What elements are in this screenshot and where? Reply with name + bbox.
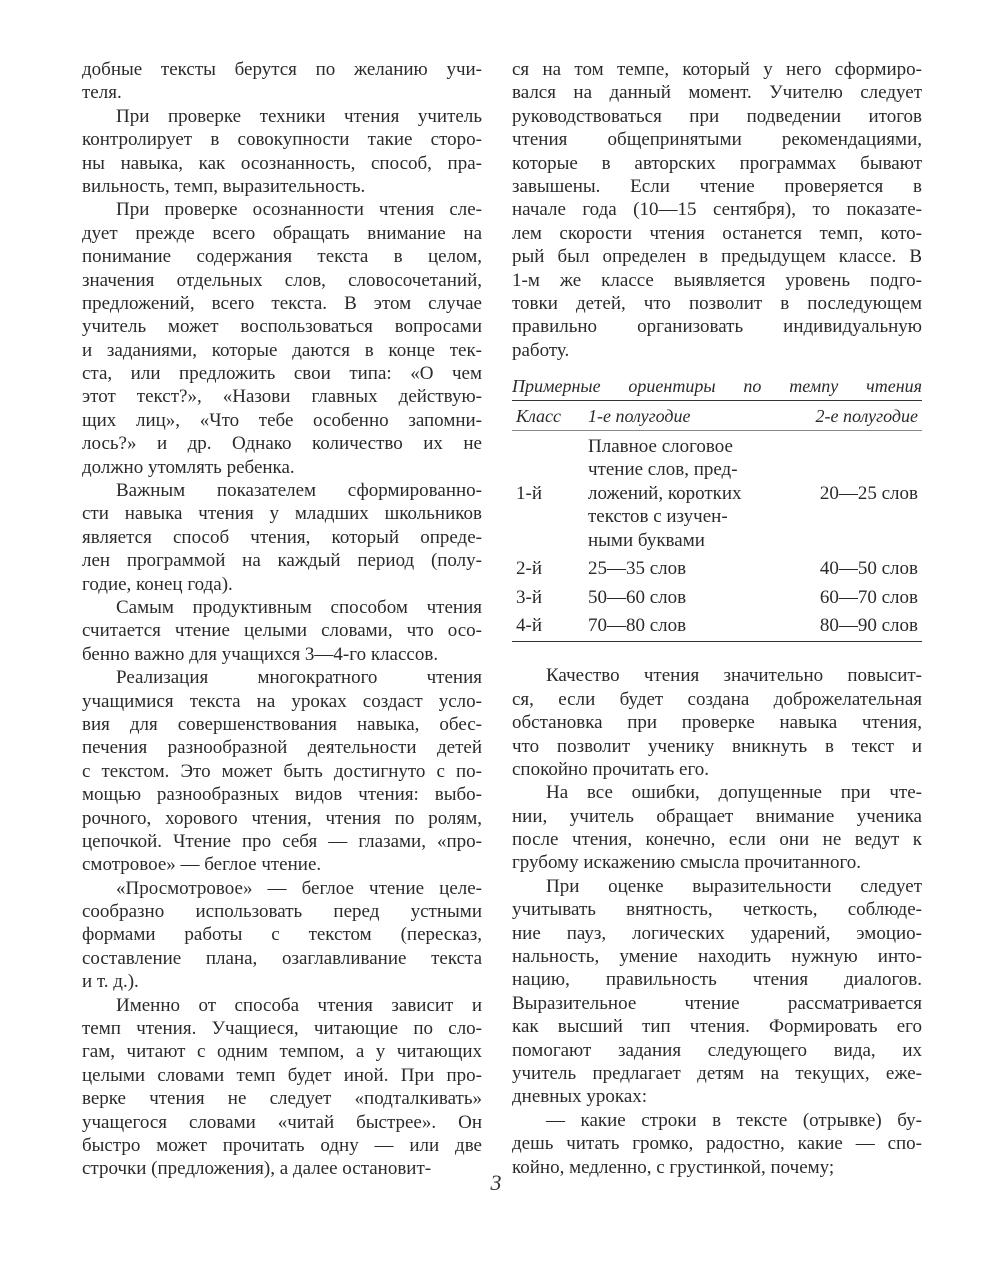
paragraph — [512, 781, 922, 875]
text-line: сти навыка чтения у младших школьников — [82, 503, 482, 525]
text-line: цепочкой. Чтение про себя — глазами, «про- — [82, 830, 482, 852]
cell-class: 2-й — [516, 558, 542, 580]
cell-line: 70—80 слов — [588, 614, 687, 636]
text-line: этот текст?», «Назови главных действую- — [82, 386, 482, 408]
cell-line: ложений, коротких — [588, 482, 742, 504]
paragraph — [82, 198, 482, 479]
cell-second-half: 80—90 слов — [788, 610, 922, 642]
text-line: нии, учитель обращает внимание ученика — [512, 805, 922, 827]
text-line: должно утомлять ребенка. — [82, 456, 295, 478]
text-line: нацию, правильность чтения диалогов. — [512, 969, 922, 991]
paragraph — [512, 664, 922, 781]
cell-first-half — [588, 610, 788, 642]
text-line: койно, медленно, с грустинкой, почему; — [512, 1156, 835, 1178]
text-line: дует прежде всего обращать внимание на — [82, 222, 482, 244]
table-row — [512, 431, 922, 554]
cell-first-half — [588, 582, 788, 610]
text-line: контролирует в совокупности такие сторо- — [82, 129, 482, 151]
text-line: вия для совершенствования навыка, обес- — [82, 713, 482, 735]
text-line: с текстом. Это может быть достигнуто с по- — [82, 760, 482, 782]
text-line: лось?» и др. Однако количество их не — [82, 433, 482, 455]
paragraph — [82, 994, 482, 1181]
text-line: Именно от способа чтения зависит и — [116, 994, 482, 1016]
text-line: чтения общепринятыми рекомендациями, — [512, 129, 922, 151]
text-line: понимание содержания текста в целом, — [82, 246, 482, 268]
cell-line: Плавное слоговое — [588, 436, 733, 458]
text-line: Реализация многократного чтения — [116, 667, 482, 689]
cell-line: ными буквами — [588, 529, 705, 551]
cell-class: 3-й — [516, 586, 542, 608]
text-line: помогают задания следующего вида, их — [512, 1039, 922, 1061]
cell-second-half: 20—25 слов — [819, 482, 918, 504]
table-row — [512, 610, 922, 642]
text-line: считается чтение целыми словами, что осо- — [82, 620, 482, 642]
text-line: вильность, темп, выразительность. — [82, 175, 366, 197]
text-line: добные тексты берутся по желанию учи- — [82, 59, 482, 80]
text-line: Важным показателем сформированно- — [116, 480, 482, 502]
text-line: учащегося словами «читай быстрее». Он — [82, 1111, 482, 1133]
paragraph — [512, 1109, 922, 1179]
text-line: При проверке осознанности чтения сле- — [116, 199, 482, 221]
text-line: годие, конец года). — [82, 573, 233, 595]
text-line: правильно организовать индивидуальную — [512, 316, 922, 338]
text-line: учитель может воспользоваться вопросами — [82, 316, 482, 338]
text-line: При проверке техники чтения учитель — [116, 105, 482, 127]
text-line: 1-м же классе выявляется уровень подго- — [512, 269, 922, 291]
text-line: как высший тип чтения. Формировать его — [512, 1016, 922, 1038]
text-line: учитывать внятность, четкость, соблюде- — [512, 899, 922, 921]
header-class: Класс — [512, 401, 588, 431]
cell-line: 50—60 слов — [588, 586, 687, 608]
text-line: дешь читать громко, радостно, какие — спо- — [512, 1133, 922, 1155]
text-line: завышены. Если чтение проверяется в — [512, 175, 922, 197]
text-line: дневных уроках: — [512, 1086, 648, 1108]
text-line: ны навыка, как осознанность, способ, пра- — [82, 152, 482, 174]
text-line: руководствоваться при подведении итогов — [512, 105, 922, 127]
text-line: быстро может прочитать одну — или две — [82, 1134, 482, 1156]
header-second-half: 2-е полугодие — [788, 401, 922, 431]
text-line: учащимися текста на уроках создаст усло- — [82, 690, 482, 712]
text-line: значения отдельных слов, словосочетаний, — [82, 269, 482, 291]
page-number: 3 — [490, 1170, 502, 1195]
text-line: рочного, хорового чтения, чтения по ролям, — [82, 807, 482, 829]
text-line: формами работы с текстом (пересказ, — [82, 924, 482, 946]
text-line: Качество чтения значительно повысит- — [546, 665, 922, 687]
text-line: составление плана, озаглавливание текста — [82, 947, 482, 969]
cell-second-half: 60—70 слов — [819, 586, 918, 608]
text-line: что позволит ученику вникнуть в текст и — [512, 735, 922, 757]
text-line: грубому искажению смысла прочитанного. — [512, 852, 862, 874]
text-line: При оценке выразительности следует — [546, 875, 922, 897]
text-line: верке чтения не следует «подталкивать» — [82, 1088, 482, 1110]
text-line: теля. — [82, 82, 122, 104]
text-line: На все ошибки, допущенные при чте- — [546, 782, 922, 804]
text-line: ся, если будет создана доброжелательная — [512, 688, 922, 710]
text-line: мощью разнообразных видов чтения: выбо- — [82, 784, 482, 806]
text-line: является способ чтения, который опреде- — [82, 526, 482, 548]
text-line: Выразительное чтение рассматривается — [512, 992, 922, 1014]
reading-tempo-table — [512, 400, 922, 642]
paragraph — [82, 877, 482, 994]
text-line: учитель предлагает детям на текущих, еже- — [512, 1062, 922, 1084]
text-line: спокойно прочитать его. — [512, 758, 710, 780]
text-line: рый был определен в предыдущем классе. В — [512, 246, 922, 268]
text-line: Самым продуктивным способом чтения — [116, 596, 482, 618]
text-line: которые в авторских программах бывают — [512, 152, 922, 174]
text-line: работу. — [512, 339, 570, 361]
text-line: щих лиц», «Что тебе особенно запомни- — [82, 409, 482, 431]
table-row — [512, 582, 922, 610]
paragraph — [512, 875, 922, 1109]
text-line: товки детей, что позволит в последующем — [512, 292, 922, 314]
paragraph — [82, 58, 482, 105]
text-line: «Просмотровое» — беглое чтение целе- — [116, 877, 482, 899]
text-line: нальность, умение находить нужную инто- — [512, 946, 922, 968]
table-header-row — [512, 401, 922, 431]
text-line: сообразно использовать перед устными — [82, 901, 482, 923]
text-line: ся на том темпе, который у него сформиро- — [512, 59, 922, 80]
table-caption: Примерные ориентиры по темпу чтения — [512, 376, 922, 397]
text-line: целыми словами темп будет иной. При про- — [82, 1064, 482, 1086]
text-line: печения разнообразной деятельности детей — [82, 737, 482, 759]
text-line: обстановка при проверке навыка чтения, — [512, 712, 922, 734]
text-line: бенно важно для учащихся 3—4-го классов. — [82, 643, 439, 665]
text-line: и т. д.). — [82, 971, 139, 993]
paragraph — [82, 479, 482, 596]
left-column — [82, 58, 482, 1181]
cell-second-half: 40—50 слов — [819, 558, 918, 580]
cell-class: 4-й — [512, 610, 588, 642]
text-line: после чтения, конечно, если они не ведут к — [512, 829, 922, 851]
header-first-half: 1-е полугодие — [588, 401, 788, 431]
text-line: строчки (предложения), а далее остановит- — [82, 1158, 432, 1180]
text-line: темп чтения. Учащиеся, читающие по сло- — [82, 1018, 482, 1040]
right-intro-text — [512, 58, 922, 362]
table-row — [512, 553, 922, 581]
text-line: ста, или предложить свои типа: «О чем — [82, 363, 482, 385]
right-outro-text — [512, 664, 922, 1179]
paragraph — [82, 105, 482, 199]
cell-first-half — [588, 431, 788, 554]
cell-line: 25—35 слов — [588, 558, 687, 580]
text-line: предложений, всего текста. В этом случае — [82, 292, 482, 314]
text-line: вался на данный момент. Учителю следует — [512, 82, 922, 104]
text-line: лен программой на каждый период (полу- — [82, 550, 482, 572]
paragraph — [82, 666, 482, 877]
text-line: лем скорости чтения останется темп, кото- — [512, 222, 922, 244]
paragraph — [82, 596, 482, 666]
cell-line: текстов с изучен- — [588, 506, 728, 528]
right-column — [512, 58, 922, 1179]
text-line: ние пауз, логических ударений, эмоцио- — [512, 922, 922, 944]
text-line: начале года (10—15 сентября), то показате- — [512, 199, 922, 221]
cell-first-half — [588, 553, 788, 581]
text-line: — какие строки в тексте (отрывке) бу- — [546, 1109, 922, 1131]
cell-line: чтение слов, пред- — [588, 459, 738, 481]
text-line: гам, читают с одним темпом, а у читающих — [82, 1041, 482, 1063]
paragraph — [512, 58, 922, 362]
cell-class: 1-й — [516, 482, 542, 504]
text-line: смотровое» — беглое чтение. — [82, 854, 322, 876]
text-line: и заданиями, которые даются в конце тек- — [82, 339, 482, 361]
